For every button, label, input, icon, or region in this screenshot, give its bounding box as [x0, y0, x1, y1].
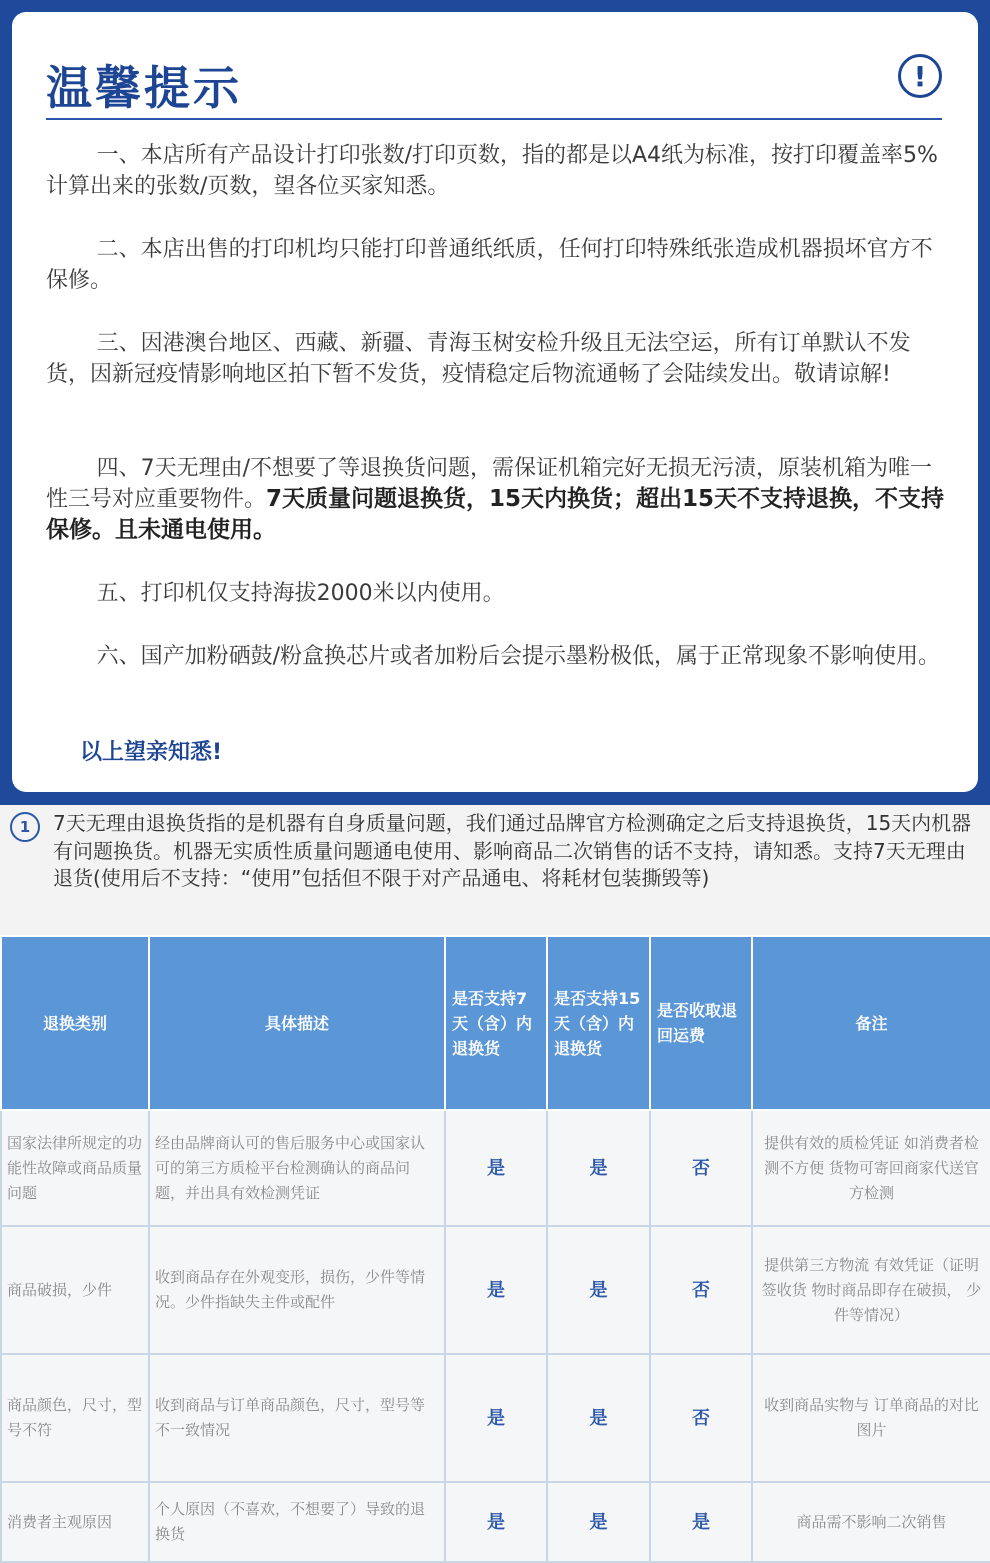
row-fifteen-day: 是 — [547, 1354, 650, 1482]
return-policy-table — [0, 935, 990, 1563]
header-remark: 备注 — [752, 936, 990, 1110]
table-row — [1, 1226, 990, 1354]
row-category: 消费者主观原因 — [1, 1482, 149, 1562]
table-row — [1, 1354, 990, 1482]
row-remark: 提供有效的质检凭证 如消费者检测不方便 货物可寄回商家代送官方检测 — [752, 1110, 990, 1226]
row-description: 经由品牌商认可的售后服务中心或国家认可的第三方质检平台检测确认的商品问题，并出具有效检测凭证 — [149, 1110, 445, 1226]
title-divider — [46, 118, 942, 120]
row-fifteen-day: 是 — [547, 1226, 650, 1354]
number-one-circle-icon: 1 — [10, 812, 40, 842]
return-note-text: 7天无理由退换货指的是机器有自身质量问题，我们通过品牌官方检测确定之后支持退换货，15天内机器有问题换货。机器无实质性质量问题通电使用、影响商品二次销售的话不支持，请知悉。支持7天无理由退货(使用后不支持：“使用”包括但不限于对产品通电、将耗材包装撕毁等) — [53, 811, 972, 890]
row-seven-day: 是 — [445, 1354, 547, 1482]
notice-paragraph-1: 一、本店所有产品设计打印张数/打印页数，指的都是以A4纸为标准，按打印覆盖率5%计算出来的张数/页数，望各位买家知悉。 — [46, 143, 938, 199]
header-seven-day: 是否支持7天（含）内退换货 — [445, 936, 547, 1110]
table-header-row — [1, 936, 990, 1110]
notice-paragraph-4 — [46, 453, 950, 546]
row-category: 国家法律所规定的功能性故障或商品质量问题 — [1, 1110, 149, 1226]
notice-paragraph-6: 六、国产加粉硒鼓/粉盒换芯片或者加粉后会提示墨粉极低，属于正常现象不影响使用。 — [96, 644, 941, 669]
row-seven-day: 是 — [445, 1482, 547, 1562]
notice-paragraph-2: 二、本店出售的打印机均只能打印普通纸纸质，任何打印特殊纸张造成机器损坏官方不保修。 — [46, 237, 933, 293]
table-row — [1, 1110, 990, 1226]
notice-closing: 以上望亲知悉! — [80, 740, 223, 765]
notice-card — [12, 12, 978, 792]
row-shipping-fee: 否 — [650, 1354, 752, 1482]
row-category: 商品破损，少件 — [1, 1226, 149, 1354]
row-fifteen-day: 是 — [547, 1482, 650, 1562]
row-shipping-fee: 否 — [650, 1110, 752, 1226]
notice-paragraph-4-bold: 7天质量问题退换货，15天内换货；超出15天不支持退换，不支持保修。且未通电使用。 — [46, 486, 945, 543]
row-fifteen-day: 是 — [547, 1110, 650, 1226]
notice-paragraph-5: 五、打印机仅支持海拔2000米以内使用。 — [96, 581, 505, 606]
row-seven-day: 是 — [445, 1226, 547, 1354]
row-remark: 商品需不影响二次销售 — [752, 1482, 990, 1562]
header-fifteen-day: 是否支持15天（含）内退换货 — [547, 936, 650, 1110]
exclamation-circle-icon: ! — [898, 54, 942, 98]
row-remark: 收到商品实物与 订单商品的对比图片 — [752, 1354, 990, 1482]
notice-paragraph-3: 三、因港澳台地区、西藏、新疆、青海玉树安检升级且无法空运，所有订单默认不发货，因新冠疫情影响地区拍下暂不发货，疫情稳定后物流通畅了会陆续发出。敬请谅解! — [46, 331, 911, 387]
header-shipping-fee: 是否收取退回运费 — [650, 936, 752, 1110]
notice-title: 温馨提示 — [46, 61, 242, 115]
table-row — [1, 1482, 990, 1562]
header-category: 退换类别 — [1, 936, 149, 1110]
notice-paragraph-4-text: 四、7天无理由/不想要了等退换货问题，需保证机箱完好无损无污渍，原装机箱为唯一性三号对应重要物件。 — [46, 456, 933, 512]
header-description: 具体描述 — [149, 936, 445, 1110]
row-seven-day: 是 — [445, 1110, 547, 1226]
row-description: 收到商品存在外观变形，损伤，少件等情况。少件指缺失主件或配件 — [149, 1226, 445, 1354]
row-description: 收到商品与订单商品颜色，尺寸，型号等不一致情况 — [149, 1354, 445, 1482]
row-category: 商品颜色，尺寸，型号不符 — [1, 1354, 149, 1482]
row-remark: 提供第三方物流 有效凭证（证明签收货 物时商品即存在破损， 少件等情况） — [752, 1226, 990, 1354]
row-shipping-fee: 否 — [650, 1226, 752, 1354]
row-shipping-fee: 是 — [650, 1482, 752, 1562]
row-description: 个人原因（不喜欢，不想要了）导致的退换货 — [149, 1482, 445, 1562]
